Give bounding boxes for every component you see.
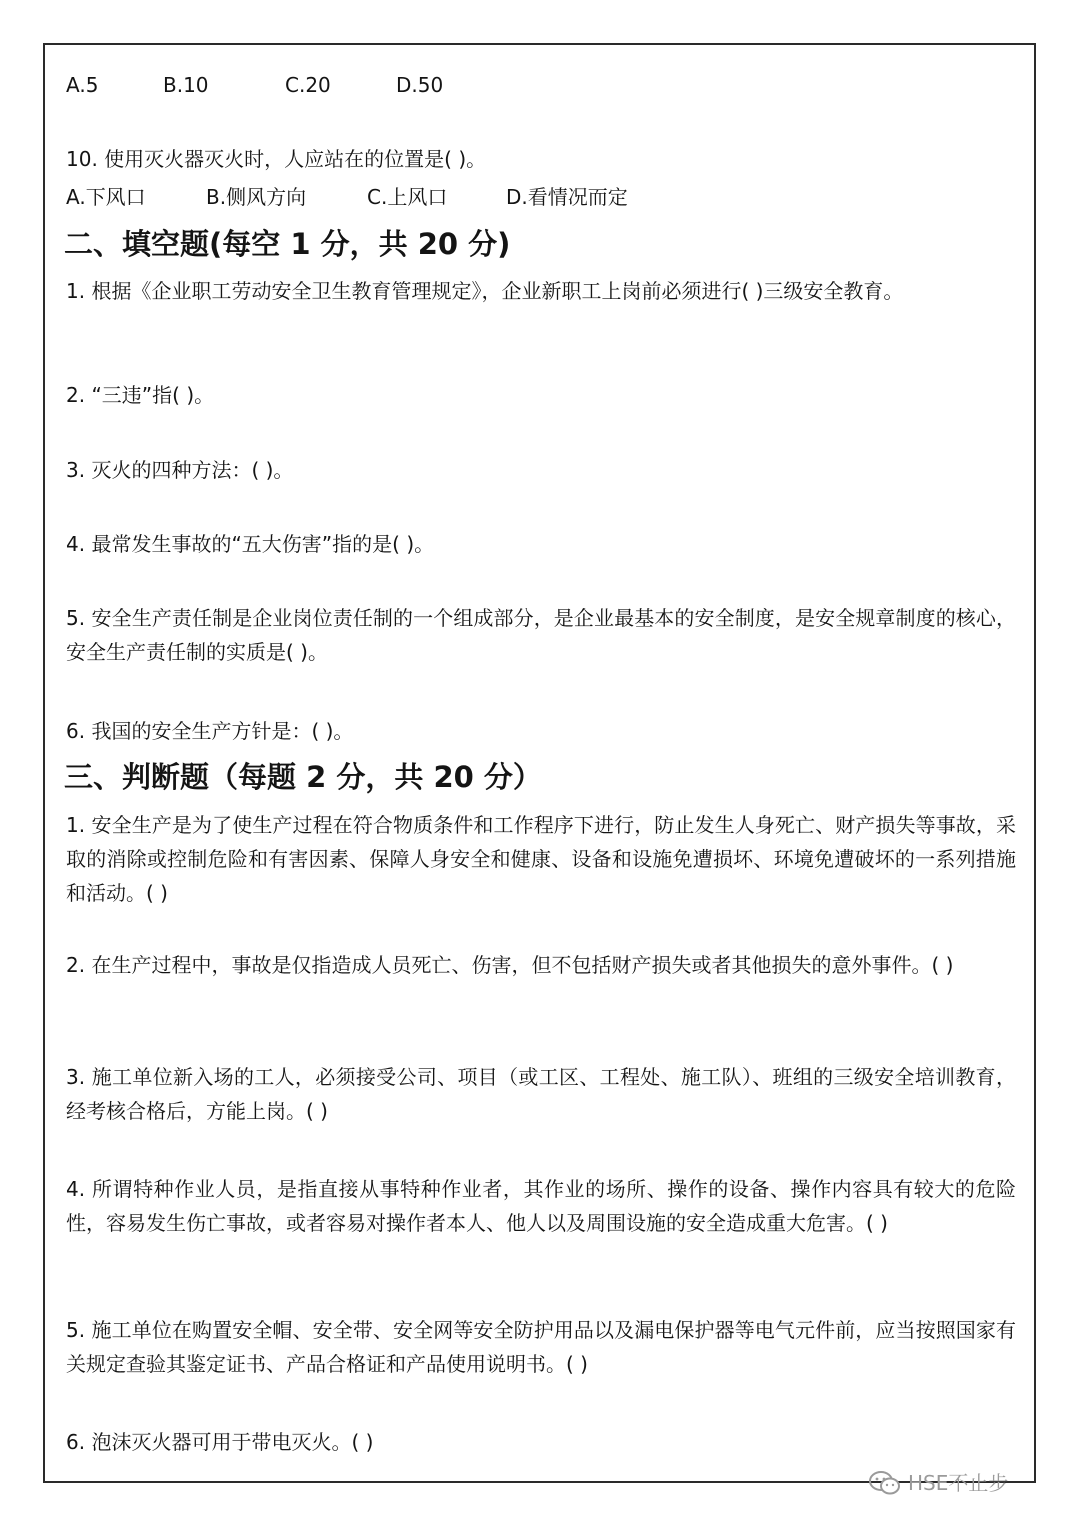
- judge-question-1: 1. 安全生产是为了使生产过程在符合物质条件和工作程序下进行，防止发生人身死亡、财产损失等事故，采取的消除或控制危险和有害因素、保障人身安全和健康、设备和设施免遭损坏、环境免遭破坏的一系列措施和活动。( ): [66, 813, 1016, 905]
- fill-question-5: 5. 安全生产责任制是企业岗位责任制的一个组成部分，是企业最基本的安全制度，是安全规章制度的核心，安全生产责任制的实质是( )。: [66, 606, 1016, 664]
- section-heading-true-false: 三、判断题（每题 2 分，共 20 分）: [64, 760, 542, 794]
- q9-option-a: A.5: [66, 73, 99, 97]
- fill-question-2: 2. “三违”指( )。: [66, 383, 215, 407]
- wechat-icon: [868, 1470, 902, 1496]
- judge-question-4: 4. 所谓特种作业人员，是指直接从事特种作业者，其作业的场所、操作的设备、操作内容具有较大的危险性，容易发生伤亡事故，或者容易对操作者本人、他人以及周围设施的安全造成重大危害。( ): [66, 1177, 1016, 1235]
- q9-option-b: B.10: [163, 73, 209, 97]
- q10-option-d: D.看情况而定: [506, 185, 628, 209]
- judge-question-6: 6. 泡沫灭火器可用于带电灭火。( ): [66, 1430, 374, 1454]
- wechat-watermark: [868, 1466, 1008, 1500]
- fill-question-1: 1. 根据《企业职工劳动安全卫生教育管理规定》，企业新职工上岗前必须进行( )三级安全教育。: [66, 279, 904, 303]
- watermark-text: HSE不止步: [908, 1471, 1009, 1495]
- q10-question: 10. 使用灭火器灭火时，人应站在的位置是( )。: [66, 147, 487, 171]
- fill-question-4: 4. 最常发生事故的“五大伤害”指的是( )。: [66, 532, 435, 556]
- section-heading-fill-in-blank: 二、填空题(每空 1 分，共 20 分): [64, 227, 511, 261]
- judge-question-2: 2. 在生产过程中，事故是仅指造成人员死亡、伤害，但不包括财产损失或者其他损失的意外事件。( ): [66, 953, 954, 977]
- q10-option-c: C.上风口: [367, 185, 448, 209]
- q10-option-b: B.侧风方向: [206, 185, 307, 209]
- q9-option-c: C.20: [285, 73, 331, 97]
- judge-question-5: 5. 施工单位在购置安全帽、安全带、安全网等安全防护用品以及漏电保护器等电气元件前，应当按照国家有关规定查验其鉴定证书、产品合格证和产品使用说明书。( ): [66, 1318, 1016, 1376]
- fill-question-6: 6. 我国的安全生产方针是：( )。: [66, 719, 354, 743]
- judge-question-3: 3. 施工单位新入场的工人，必须接受公司、项目（或工区、工程处、施工队）、班组的三级安全培训教育，经考核合格后，方能上岗。( ): [66, 1065, 1016, 1123]
- q10-option-a: A.下风口: [66, 185, 146, 209]
- q9-option-d: D.50: [396, 73, 444, 97]
- fill-question-3: 3. 灭火的四种方法：( )。: [66, 458, 294, 482]
